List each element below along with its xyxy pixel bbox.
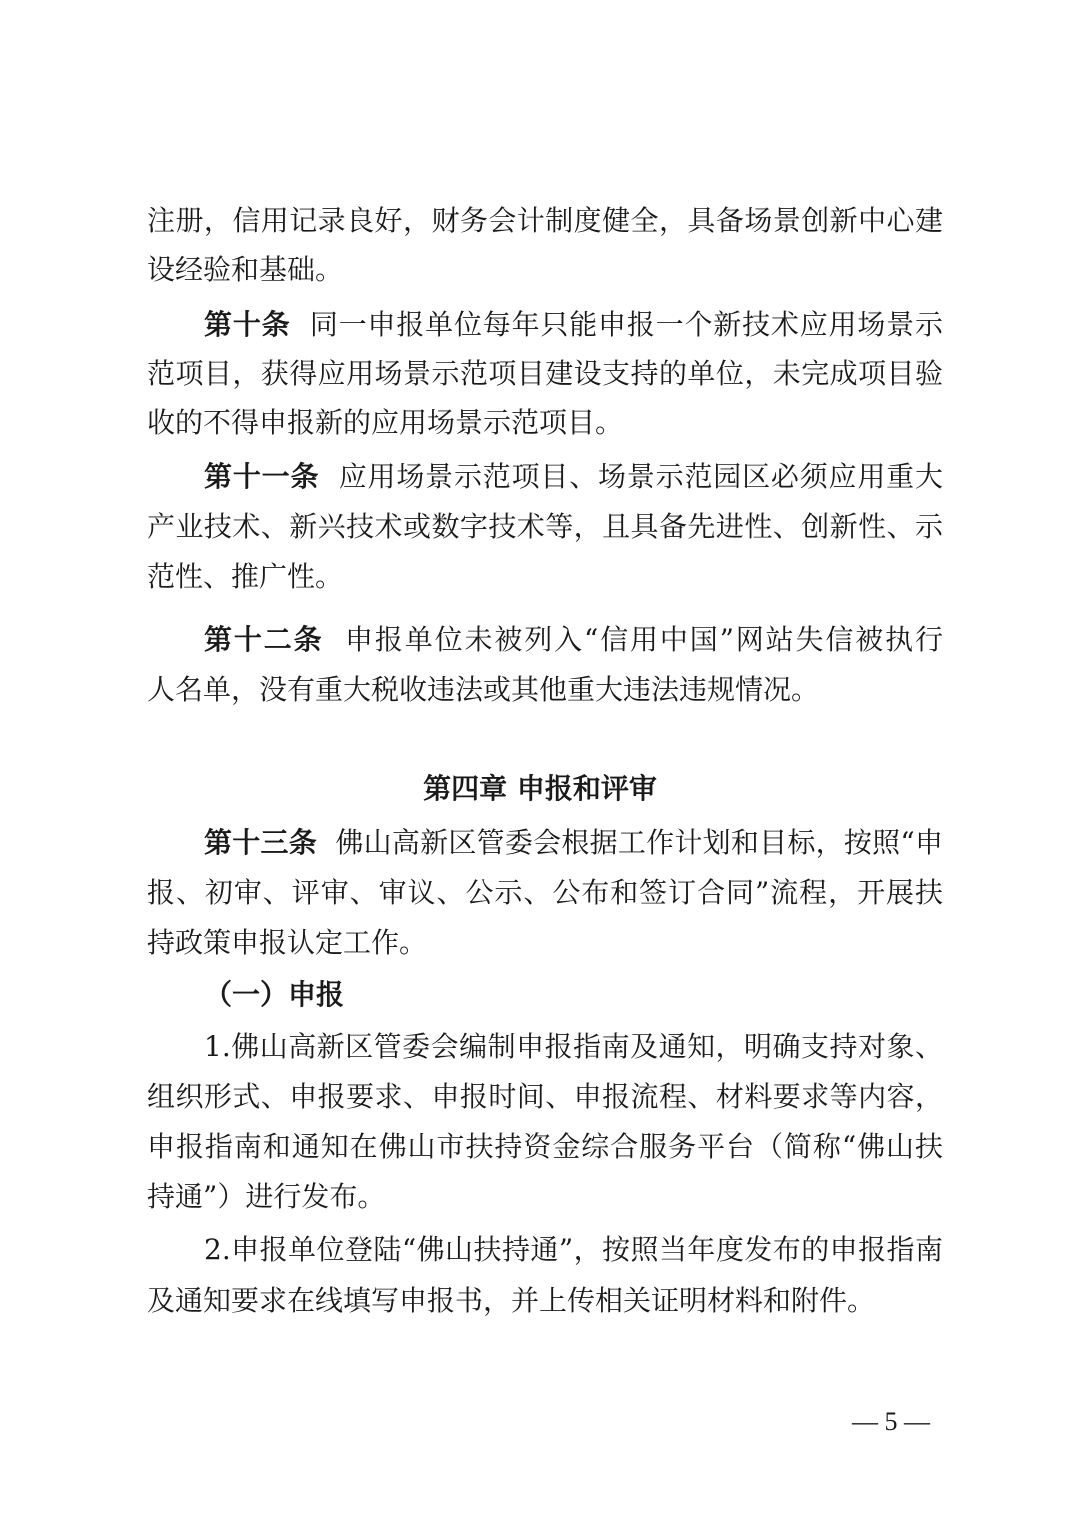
body-line: 范性、推广性。 xyxy=(147,560,344,593)
article-12-label: 第十二条 xyxy=(204,623,324,656)
section-heading: （一）申报 xyxy=(204,978,345,1011)
body-line: 申报指南和通知在佛山市扶持资金综合服务平台（简称“佛山扶 xyxy=(147,1130,943,1163)
body-line: 持通”）进行发布。 xyxy=(147,1180,386,1213)
body-line: 1.佛山高新区管委会编制申报指南及通知，明确支持对象、 xyxy=(204,1030,943,1063)
body-text: 佛山高新区管委会根据工作计划和目标，按照“申 xyxy=(335,826,943,859)
body-line: 收的不得申报新的应用场景示范项目。 xyxy=(147,406,624,439)
body-line: 范项目，获得应用场景示范项目建设支持的单位，未完成项目验 xyxy=(147,357,943,390)
body-line: 设经验和基础。 xyxy=(147,253,344,286)
article-13-label: 第十三条 xyxy=(204,826,318,859)
article-11-line xyxy=(204,459,943,499)
page-number: — 5 — xyxy=(852,1407,930,1436)
body-text: 应用场景示范项目、场景示范园区必须应用重大 xyxy=(338,460,943,493)
body-line: 及通知要求在线填写申报书，并上传相关证明材料和附件。 xyxy=(147,1284,876,1317)
body-line: 2.申报单位登陆“佛山扶持通”，按照当年度发布的申报指南 xyxy=(204,1233,943,1266)
body-text: 申报单位未被列入“信用中国”网站失信被执行 xyxy=(345,623,943,656)
body-line: 报、初审、评审、审议、公示、公布和签订合同”流程，开展扶 xyxy=(147,876,943,909)
body-line: 注册，信用记录良好，财务会计制度健全，具备场景创新中心建 xyxy=(147,204,943,237)
chapter-heading: 第四章 申报和评审 xyxy=(423,772,657,805)
body-line: 产业技术、新兴技术或数字技术等，且具备先进性、创新性、示 xyxy=(147,510,943,543)
body-text: 同一申报单位每年只能申报一个新技术应用场景示 xyxy=(309,308,943,341)
article-11-label: 第十一条 xyxy=(204,460,320,493)
body-line: 人名单，没有重大税收违法或其他重大违法违规情况。 xyxy=(147,673,820,706)
article-10-line xyxy=(204,307,943,347)
article-10-label: 第十条 xyxy=(204,308,291,341)
body-line: 持政策申报认定工作。 xyxy=(147,926,428,959)
article-12-line xyxy=(204,622,943,662)
body-line: 组织形式、申报要求、申报时间、申报流程、材料要求等内容， xyxy=(147,1080,943,1113)
article-13-line xyxy=(204,825,943,865)
